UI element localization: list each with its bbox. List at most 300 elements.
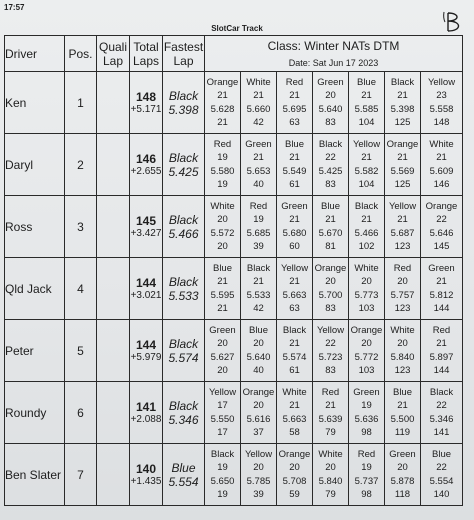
gap-time: +1.435 [130, 476, 162, 487]
heat-cell [385, 72, 421, 134]
heat-cell [277, 196, 313, 258]
table-row [5, 258, 463, 320]
heat-cumulative-laps: 144 [433, 365, 450, 376]
heat-cumulative-laps: 39 [253, 241, 264, 252]
total-laps: 140 [135, 462, 157, 476]
heat-cell [205, 320, 241, 382]
fastest-lap-cell [163, 72, 205, 134]
total-laps: 144 [135, 276, 157, 290]
heat-cumulative-laps: 61 [289, 179, 300, 190]
heat-best-time: 5.640 [246, 351, 271, 363]
heat-cumulative-laps: 58 [289, 427, 300, 438]
heat-laps: 21 [397, 90, 408, 101]
heat-best-time: 5.580 [210, 165, 235, 177]
heat-cumulative-laps: 19 [217, 489, 228, 500]
heat-lane-color: White [429, 138, 454, 150]
heat-lane-color: Orange [386, 138, 419, 150]
total-laps: 144 [135, 338, 157, 352]
heat-best-time: 5.533 [246, 289, 271, 301]
heat-laps: 20 [253, 400, 264, 411]
heat-cell [241, 134, 277, 196]
heat-laps: 21 [253, 90, 264, 101]
heat-laps: 21 [361, 152, 372, 163]
heat-laps: 21 [289, 214, 300, 225]
heat-cumulative-laps: 123 [394, 241, 411, 252]
heat-cell [349, 134, 385, 196]
heat-lane-color: Red [213, 138, 232, 150]
driver-name: Peter [5, 320, 65, 382]
heat-cumulative-laps: 83 [325, 365, 336, 376]
heat-laps: 22 [436, 214, 447, 225]
quali-lap-cell [97, 134, 130, 196]
heat-lane-color: Yellow [316, 324, 345, 336]
heat-cumulative-laps: 140 [433, 489, 450, 500]
total-laps-cell [130, 382, 163, 444]
heat-best-time: 5.616 [246, 413, 271, 425]
heat-best-time: 5.554 [429, 475, 454, 487]
table-row [5, 444, 463, 506]
heat-cumulative-laps: 119 [394, 427, 411, 438]
heat-laps: 23 [436, 90, 447, 101]
status-time: 17:57 [4, 3, 25, 12]
gap-time: +5.171 [130, 104, 162, 115]
heat-best-time: 5.785 [246, 475, 271, 487]
heat-lane-color: Blue [392, 386, 412, 398]
heat-laps: 22 [325, 338, 336, 349]
heat-cumulative-laps: 123 [394, 303, 411, 314]
heat-best-time: 5.627 [210, 351, 235, 363]
heat-cumulative-laps: 102 [358, 241, 375, 252]
heat-cell [205, 134, 241, 196]
fastest-lane-color: Black [168, 398, 199, 413]
fastest-lane-color: Black [168, 212, 199, 227]
heat-laps: 21 [361, 90, 372, 101]
heat-laps: 19 [217, 152, 228, 163]
heat-lane-color: Red [393, 262, 412, 274]
heat-cell [313, 72, 349, 134]
heat-lane-color: White [246, 76, 271, 88]
gap-time: +5.979 [130, 352, 162, 363]
heat-best-time: 5.569 [390, 165, 415, 177]
heat-best-time: 5.572 [210, 227, 235, 239]
heat-cell [349, 258, 385, 320]
heat-best-time: 5.549 [282, 165, 307, 177]
table-row [5, 320, 463, 382]
heat-cell [421, 320, 463, 382]
header-row [5, 36, 463, 72]
heat-laps: 22 [325, 152, 336, 163]
heat-laps: 21 [436, 152, 447, 163]
heat-cumulative-laps: 144 [433, 303, 450, 314]
heat-laps: 21 [361, 214, 372, 225]
heat-lane-color: White [354, 262, 379, 274]
header-fastest-lap: Fastest Lap [163, 36, 205, 72]
heat-laps: 20 [361, 276, 372, 287]
heat-cumulative-laps: 40 [253, 365, 264, 376]
heat-cumulative-laps: 61 [289, 365, 300, 376]
total-laps-cell [130, 258, 163, 320]
heat-lane-color: Blue [284, 138, 304, 150]
fastest-lane-color: Blue [171, 460, 196, 475]
heat-best-time: 5.500 [390, 413, 415, 425]
driver-name: Roundy [5, 382, 65, 444]
heat-best-time: 5.840 [318, 475, 343, 487]
heat-lane-color: Yellow [208, 386, 237, 398]
heat-lane-color: Black [318, 138, 343, 150]
heat-best-time: 5.628 [210, 103, 235, 115]
heat-cell [421, 444, 463, 506]
gap-time: +2.088 [130, 414, 162, 425]
heat-cumulative-laps: 98 [361, 489, 372, 500]
heat-lane-color: Orange [314, 262, 347, 274]
heat-best-time: 5.708 [282, 475, 307, 487]
heat-laps: 21 [289, 90, 300, 101]
heat-laps: 21 [436, 276, 447, 287]
driver-name: Ken [5, 72, 65, 134]
heat-cumulative-laps: 39 [253, 489, 264, 500]
heat-cumulative-laps: 104 [358, 117, 375, 128]
heat-cumulative-laps: 103 [358, 303, 375, 314]
gap-time: +2.655 [130, 166, 162, 177]
heat-cumulative-laps: 40 [253, 179, 264, 190]
heat-best-time: 5.636 [354, 413, 379, 425]
heat-best-time: 5.878 [390, 475, 415, 487]
heat-lane-color: Black [390, 76, 415, 88]
heat-best-time: 5.897 [429, 351, 454, 363]
heat-laps: 19 [361, 462, 372, 473]
heat-cumulative-laps: 20 [217, 241, 228, 252]
heat-best-time: 5.425 [318, 165, 343, 177]
fastest-lap-time: 5.574 [168, 350, 199, 365]
heat-lane-color: Orange [425, 200, 458, 212]
heat-best-time: 5.660 [246, 103, 271, 115]
heat-lane-color: Red [285, 76, 304, 88]
heat-best-time: 5.700 [318, 289, 343, 301]
total-laps: 141 [135, 400, 157, 414]
heat-lane-color: Blue [432, 448, 452, 460]
header-quali-lap: Quali Lap [97, 36, 130, 72]
total-laps-cell [130, 196, 163, 258]
heat-laps: 21 [217, 276, 228, 287]
heat-cell [385, 320, 421, 382]
heat-best-time: 5.609 [429, 165, 454, 177]
heat-cell [277, 72, 313, 134]
heat-best-time: 5.663 [282, 413, 307, 425]
heat-lane-color: Red [432, 324, 451, 336]
heat-cell [205, 382, 241, 444]
heat-cell [385, 258, 421, 320]
heat-cell [385, 134, 421, 196]
heat-lane-color: Blue [356, 76, 376, 88]
fastest-lap-cell [163, 258, 205, 320]
heat-cumulative-laps: 63 [289, 303, 300, 314]
heat-laps: 21 [289, 152, 300, 163]
heat-cell [313, 134, 349, 196]
results-table [4, 35, 463, 506]
heat-cell [241, 196, 277, 258]
heat-laps: 20 [253, 338, 264, 349]
driver-name: Qld Jack [5, 258, 65, 320]
heat-cumulative-laps: 37 [253, 427, 264, 438]
heat-lane-color: Yellow [280, 262, 309, 274]
heat-lane-color: Orange [278, 448, 311, 460]
table-row [5, 196, 463, 258]
header-total-laps: Total Laps [130, 36, 163, 72]
heat-cumulative-laps: 103 [358, 365, 375, 376]
position: 6 [65, 382, 97, 444]
heat-lane-color: White [390, 324, 415, 336]
heat-lane-color: Green [281, 200, 308, 212]
heat-best-time: 5.650 [210, 475, 235, 487]
heat-cell [277, 444, 313, 506]
heat-cell [241, 320, 277, 382]
heat-cell [421, 134, 463, 196]
heat-laps: 21 [397, 152, 408, 163]
driver-name: Daryl [5, 134, 65, 196]
fastest-lap-time: 5.346 [168, 412, 199, 427]
quali-lap-cell [97, 196, 130, 258]
heat-laps: 22 [436, 400, 447, 411]
total-laps-cell [130, 444, 163, 506]
heat-lane-color: Red [321, 386, 340, 398]
total-laps-cell [130, 134, 163, 196]
heat-cell [205, 72, 241, 134]
heat-best-time: 5.685 [246, 227, 271, 239]
heat-best-time: 5.585 [354, 103, 379, 115]
heat-cell [421, 382, 463, 444]
heat-best-time: 5.773 [354, 289, 379, 301]
heat-lane-color: Orange [242, 386, 275, 398]
heat-lane-color: Yellow [244, 448, 273, 460]
heat-best-time: 5.840 [390, 351, 415, 363]
heat-lane-color: Green [353, 386, 380, 398]
heat-laps: 20 [361, 338, 372, 349]
heat-laps: 19 [253, 214, 264, 225]
fastest-lap-time: 5.425 [168, 164, 199, 179]
heat-cumulative-laps: 125 [394, 117, 411, 128]
heat-cumulative-laps: 118 [394, 489, 411, 500]
heat-cell [349, 444, 385, 506]
heat-cumulative-laps: 60 [289, 241, 300, 252]
heat-best-time: 5.640 [318, 103, 343, 115]
heat-cumulative-laps: 21 [217, 117, 228, 128]
heat-lane-color: Black [246, 262, 271, 274]
heat-cell [421, 196, 463, 258]
heat-cumulative-laps: 20 [217, 365, 228, 376]
header-driver: Driver [5, 36, 65, 72]
total-laps: 148 [135, 90, 157, 104]
heat-laps: 21 [253, 152, 264, 163]
heat-cell [205, 196, 241, 258]
heat-cumulative-laps: 21 [217, 303, 228, 314]
heat-cumulative-laps: 125 [394, 179, 411, 190]
heat-cell [277, 382, 313, 444]
header-class-info [205, 36, 463, 72]
heat-best-time: 5.550 [210, 413, 235, 425]
heat-laps: 21 [289, 338, 300, 349]
position: 4 [65, 258, 97, 320]
gap-time: +3.427 [130, 228, 162, 239]
heat-cumulative-laps: 81 [325, 241, 336, 252]
heat-best-time: 5.737 [354, 475, 379, 487]
heat-lane-color: Yellow [427, 76, 456, 88]
heat-cell [241, 382, 277, 444]
heat-best-time: 5.653 [246, 165, 271, 177]
heat-cell [277, 134, 313, 196]
heat-laps: 20 [325, 90, 336, 101]
heat-cumulative-laps: 83 [325, 117, 336, 128]
heat-cell [421, 258, 463, 320]
heat-cell [205, 258, 241, 320]
heat-laps: 19 [361, 400, 372, 411]
table-row [5, 134, 463, 196]
heat-lane-color: Green [428, 262, 455, 274]
heat-laps: 21 [325, 400, 336, 411]
heat-cumulative-laps: 141 [433, 427, 450, 438]
total-laps: 146 [135, 152, 157, 166]
heat-lane-color: Orange [350, 324, 383, 336]
heat-lane-color: Green [245, 138, 272, 150]
heat-cell [385, 444, 421, 506]
heat-best-time: 5.772 [354, 351, 379, 363]
heat-laps: 20 [397, 338, 408, 349]
heat-best-time: 5.582 [354, 165, 379, 177]
heat-best-time: 5.757 [390, 289, 415, 301]
fastest-lap-time: 5.554 [168, 474, 199, 489]
fastest-lap-time: 5.533 [168, 288, 199, 303]
heat-cumulative-laps: 145 [433, 241, 450, 252]
heat-cell [349, 196, 385, 258]
quali-lap-cell [97, 258, 130, 320]
heat-best-time: 5.646 [429, 227, 454, 239]
heat-lane-color: Yellow [388, 200, 417, 212]
position: 3 [65, 196, 97, 258]
heat-lane-color: Orange [206, 76, 239, 88]
position: 2 [65, 134, 97, 196]
heat-cumulative-laps: 42 [253, 117, 264, 128]
heat-laps: 21 [436, 338, 447, 349]
heat-best-time: 5.466 [354, 227, 379, 239]
heat-laps: 21 [397, 400, 408, 411]
heat-lane-color: Blue [320, 200, 340, 212]
heat-laps: 20 [217, 214, 228, 225]
heat-cumulative-laps: 79 [325, 427, 336, 438]
handwritten-mark-icon [442, 10, 466, 34]
heat-lane-color: Black [429, 386, 454, 398]
position: 7 [65, 444, 97, 506]
heat-cell [313, 444, 349, 506]
heat-lane-color: White [318, 448, 343, 460]
heat-lane-color: Black [354, 200, 379, 212]
heat-cell [385, 196, 421, 258]
heat-cell [421, 72, 463, 134]
heat-best-time: 5.695 [282, 103, 307, 115]
heat-best-time: 5.639 [318, 413, 343, 425]
position: 1 [65, 72, 97, 134]
heat-cell [349, 382, 385, 444]
fastest-lap-time: 5.466 [168, 226, 199, 241]
heat-laps: 21 [397, 214, 408, 225]
heat-cumulative-laps: 83 [325, 179, 336, 190]
heat-cell [313, 196, 349, 258]
heat-cell [349, 72, 385, 134]
gap-time: +3.021 [130, 290, 162, 301]
total-laps-cell [130, 320, 163, 382]
total-laps-cell [130, 72, 163, 134]
quali-lap-cell [97, 320, 130, 382]
heat-best-time: 5.663 [282, 289, 307, 301]
heat-laps: 22 [436, 462, 447, 473]
heat-lane-color: Black [210, 448, 235, 460]
header-pos: Pos. [65, 36, 97, 72]
heat-cumulative-laps: 123 [394, 365, 411, 376]
heat-cumulative-laps: 104 [358, 179, 375, 190]
heat-laps: 20 [253, 462, 264, 473]
heat-lane-color: Red [249, 200, 268, 212]
heat-cell [349, 320, 385, 382]
heat-cell [205, 444, 241, 506]
heat-lane-color: Yellow [352, 138, 381, 150]
quali-lap-cell [97, 382, 130, 444]
driver-name: Ben Slater [5, 444, 65, 506]
heat-laps: 20 [289, 462, 300, 473]
fastest-lap-cell [163, 444, 205, 506]
heat-cell [241, 444, 277, 506]
table-row [5, 382, 463, 444]
fastest-lap-time: 5.398 [168, 102, 199, 117]
heat-best-time: 5.723 [318, 351, 343, 363]
heat-best-time: 5.812 [429, 289, 454, 301]
heat-lane-color: Blue [212, 262, 232, 274]
heat-laps: 17 [217, 400, 228, 411]
heat-laps: 20 [397, 462, 408, 473]
heat-lane-color: Blue [248, 324, 268, 336]
fastest-lane-color: Black [168, 150, 199, 165]
fastest-lap-cell [163, 382, 205, 444]
heat-cumulative-laps: 42 [253, 303, 264, 314]
heat-cumulative-laps: 98 [361, 427, 372, 438]
heat-laps: 20 [217, 338, 228, 349]
fastest-lane-color: Black [168, 88, 199, 103]
heat-laps: 21 [289, 400, 300, 411]
heat-laps: 21 [253, 276, 264, 287]
document-title: SlotCar Track [211, 24, 263, 33]
heat-cumulative-laps: 19 [217, 179, 228, 190]
heat-laps: 21 [289, 276, 300, 287]
class-label: Class: Winter NATs DTM [267, 39, 400, 53]
heat-lane-color: Green [389, 448, 416, 460]
fastest-lane-color: Black [168, 336, 199, 351]
heat-cell [241, 72, 277, 134]
heat-best-time: 5.687 [390, 227, 415, 239]
fastest-lap-cell [163, 320, 205, 382]
heat-best-time: 5.595 [210, 289, 235, 301]
date-label: Date: Sat Jun 17 2023 [288, 58, 379, 68]
quali-lap-cell [97, 444, 130, 506]
heat-best-time: 5.346 [429, 413, 454, 425]
heat-laps: 20 [397, 276, 408, 287]
heat-lane-color: Red [357, 448, 376, 460]
heat-lane-color: White [282, 386, 307, 398]
fastest-lane-color: Black [168, 274, 199, 289]
heat-cell [277, 320, 313, 382]
quali-lap-cell [97, 72, 130, 134]
fastest-lap-cell [163, 196, 205, 258]
driver-name: Ross [5, 196, 65, 258]
heat-lane-color: White [210, 200, 235, 212]
heat-cumulative-laps: 146 [433, 179, 450, 190]
heat-cumulative-laps: 148 [433, 117, 450, 128]
